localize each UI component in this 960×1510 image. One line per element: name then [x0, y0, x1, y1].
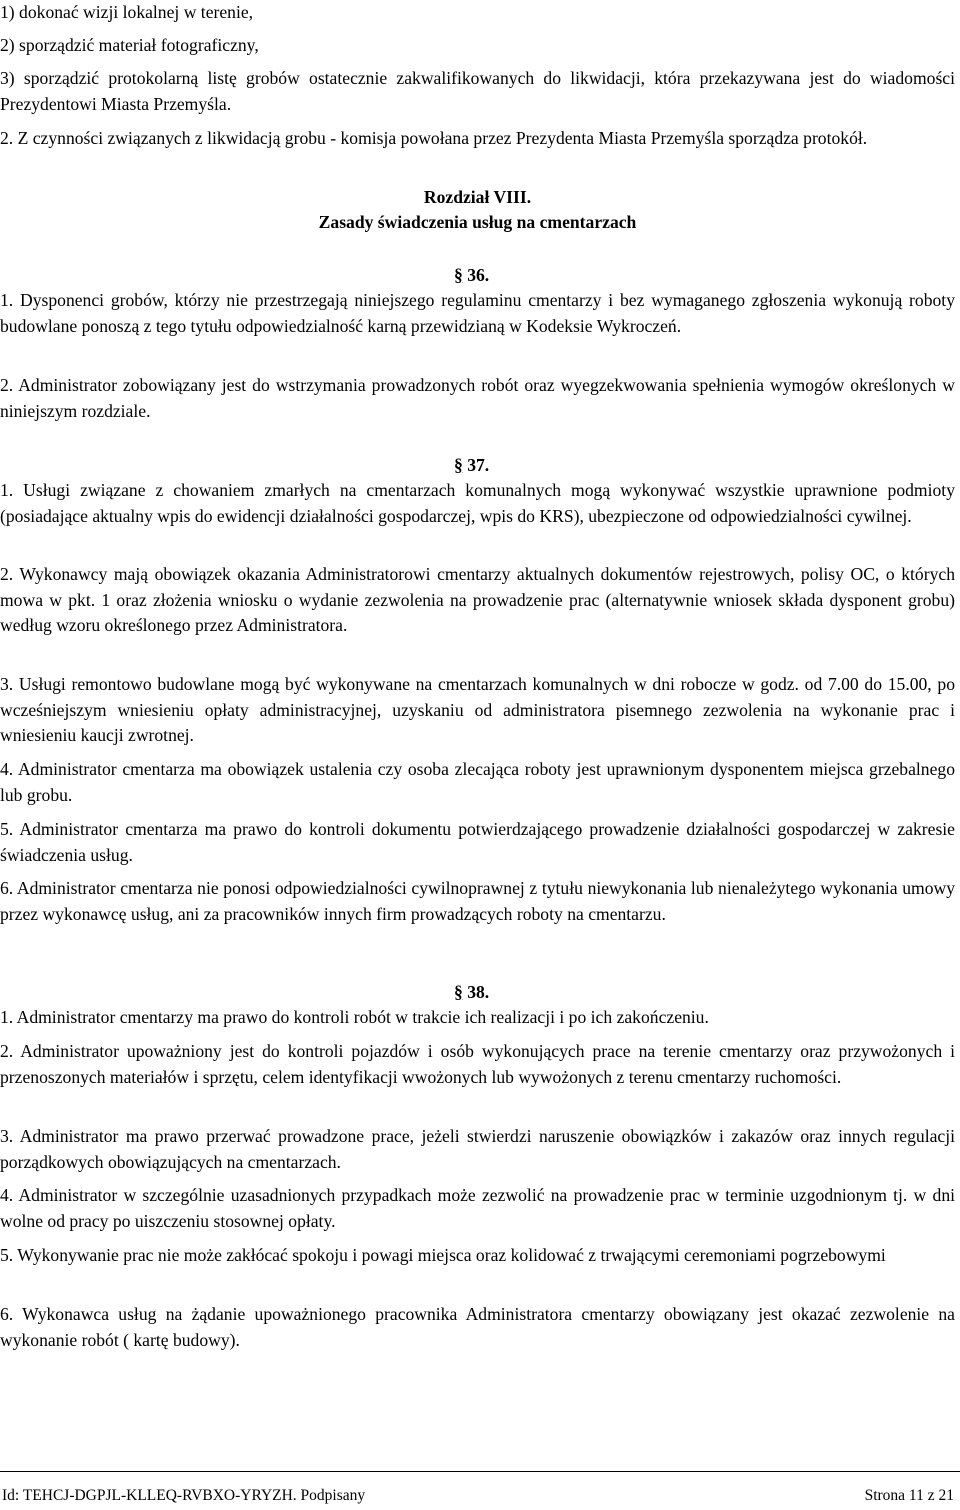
s38-paragraph-1: 1. Administrator cmentarzy ma prawo do kontroli robót w trakcie ich realizacji i po ich zakończeniu.	[0, 1007, 709, 1027]
s36-paragraph-1: 1. Dysponenci grobów, którzy nie przestrzegają niniejszego regulaminu cmentarzy i bez wymaganego zgłoszenia wykonują roboty budowlane ponoszą z tego tytułu odpowiedzialność karną przewidzianą w Kodeksie Wykroczeń.	[0, 290, 955, 336]
s37-paragraph-3: 3. Usługi remontowo budowlane mogą być wykonywane na cmentarzach komunalnych w dni robocze w godz. od 7.00 do 15.00, po wcześniejszym wniesieniu opłaty administracyjnej, uzyskaniu od administratora pisemnego zezwolenia na wykonanie prac i wniesieniu kaucji zwrotnej.	[0, 674, 955, 745]
s36-paragraph-2: 2. Administrator zobowiązany jest do wstrzymania prowadzonych robót oraz wyegzekwowania spełnienia wymogów określonych w niniejszym rozdziale.	[0, 375, 955, 421]
s37-paragraph-4: 4. Administrator cmentarza ma obowiązek ustalenia czy osoba zlecająca roboty jest uprawnionym dysponentem miejsca grzebalnego lub grobu.	[0, 759, 955, 805]
s38-paragraph-2: 2. Administrator upoważniony jest do kontroli pojazdów i osób wykonujących prace na terenie cmentarzy oraz przywożonych i przenoszonych materiałów i sprzętu, celem identyfikacji wwożonych lub wywożonych z terenu cmentarzy ruchomości.	[0, 1041, 955, 1087]
section-number: 37.	[467, 455, 490, 475]
chapter-title: Rozdział VIII.	[423, 187, 532, 207]
footer-divider	[0, 1471, 960, 1472]
footer-document-id: Id: TEHCJ-DGPJL-KLLEQ-RVBXO-YRYZH. Podpisany	[2, 1487, 366, 1504]
intro-point-2: 2. Z czynności związanych z likwidacją grobu - komisja powołana przez Prezydenta Miasta Przemyśla sporządza protokół.	[0, 128, 868, 148]
section-38-heading	[454, 980, 489, 1006]
s37-paragraph-2: 2. Wykonawcy mają obowiązek okazania Administratorowi cmentarzy aktualnych dokumentów rejestrowych, polisy OC, o których mowa w pkt. 1 oraz złożenia wniosku o wydanie zezwolenia na prowadzenie prac (alternatywnie wniosek składa dysponent grobu) według wzoru określonego przez Administratora.	[0, 564, 955, 635]
intro-item-3: 3) sporządzić protokolarną listę grobów ostatecznie zakwalifikowanych do likwidacji, która przekazywana jest do wiadomości Prezydentowi Miasta Przemyśla.	[0, 68, 955, 114]
s38-paragraph-6: 6. Wykonawca usług na żądanie upoważnionego pracownika Administratora cmentarzy obowiązany jest okazać zezwolenie na wykonanie robót ( kartę budowy).	[0, 1304, 955, 1350]
section-number: 36.	[467, 265, 490, 285]
intro-item-1: 1) dokonać wizji lokalnej w terenie,	[0, 2, 254, 22]
section-sign: §	[454, 455, 463, 475]
section-number: 38.	[467, 982, 490, 1002]
s38-paragraph-3: 3. Administrator ma prawo przerwać prowadzone prace, jeżeli stwierdzi naruszenie obowiązków i zakazów oraz innych regulacji porządkowych obowiązujących na cmentarzach.	[0, 1126, 955, 1172]
footer-page-number: Strona 11 z 21	[864, 1487, 954, 1504]
section-sign: §	[454, 265, 463, 285]
section-37-heading	[454, 453, 489, 479]
s38-paragraph-4: 4. Administrator w szczególnie uzasadnionych przypadkach może zezwolić na prowadzenie prac w terminie uzgodnionym tj. w dni wolne od pracy po uiszczeniu stosownej opłaty.	[0, 1185, 955, 1231]
intro-item-2: 2) sporządzić materiał fotograficzny,	[0, 35, 259, 55]
s37-paragraph-1: 1. Usługi związane z chowaniem zmarłych na cmentarzach komunalnych mogą wykonywać wszystkie uprawnione podmioty (posiadające aktualny wpis do ewidencji działalności gospodarczej, wpis do KRS), ubezpieczone od odpowiedzialności cywilnej.	[0, 480, 955, 526]
s37-paragraph-6: 6. Administrator cmentarza nie ponosi odpowiedzialności cywilnoprawnej z tytułu niewykonania lub nienależytego wykonania umowy przez wykonawcę usług, ani za pracowników innych firm prowadzących roboty na cmentarzu.	[0, 878, 955, 924]
s38-paragraph-5: 5. Wykonywanie prac nie może zakłócać spokoju i powagi miejsca oraz kolidować z trwającymi ceremoniami pogrzebowymi	[0, 1245, 886, 1265]
chapter-subtitle: Zasady świadczenia usług na cmentarzach	[318, 212, 637, 232]
section-sign: §	[454, 982, 463, 1002]
section-36-heading	[454, 263, 489, 289]
s37-paragraph-5: 5. Administrator cmentarza ma prawo do kontroli dokumentu potwierdzającego prowadzenie działalności gospodarczej w zakresie świadczenia usług.	[0, 819, 955, 865]
